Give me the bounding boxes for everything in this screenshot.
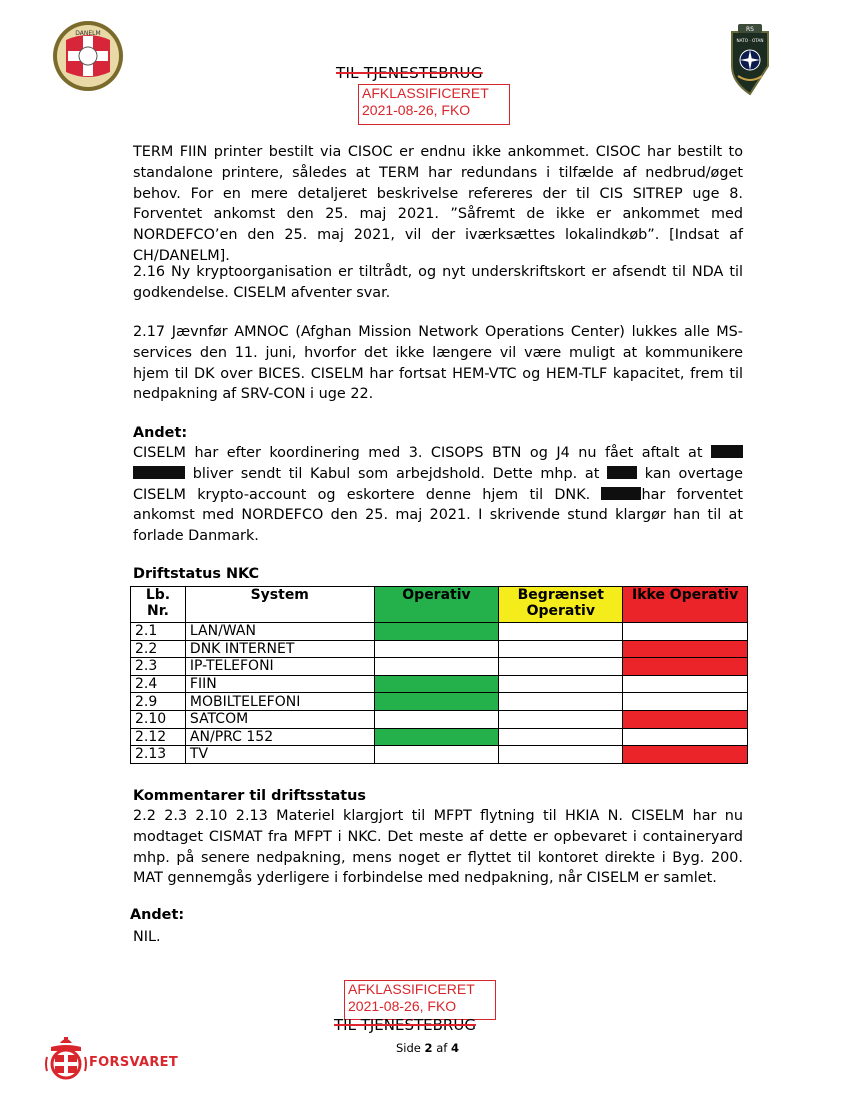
andet-text-d: har forventet ankomst med NORDEFCO den 25. maj 2021. I skrivende stund klargør han til at forlade Danmark. xyxy=(133,486,743,545)
table-row xyxy=(131,658,748,676)
table-row xyxy=(131,675,748,693)
row-nr: 2.9 xyxy=(131,693,186,711)
row-nr: 2.1 xyxy=(131,623,186,641)
status-cell-ikke xyxy=(623,640,748,658)
status-cell-ikke xyxy=(623,693,748,711)
nil-text: NIL. xyxy=(133,929,161,945)
header-ikke-operativ: Ikke Operativ xyxy=(623,587,748,623)
status-cell-operativ xyxy=(374,623,499,641)
table-body xyxy=(131,623,748,764)
forsvaret-logo-text: FORSVARET xyxy=(89,1055,179,1070)
status-cell-ikke xyxy=(623,658,748,676)
header-begraenset: Begrænset Operativ xyxy=(499,587,623,623)
andet-text-b: bliver sendt til Kabul som arbejdshold. Dette mhp. at xyxy=(192,465,600,482)
row-nr: 2.2 xyxy=(131,640,186,658)
page-total: 4 xyxy=(450,1041,459,1055)
status-cell-begraenset xyxy=(499,640,623,658)
row-system: DNK INTERNET xyxy=(185,640,374,658)
andet-heading-1: Andet: xyxy=(133,425,188,441)
row-system: MOBILTELEFONI xyxy=(185,693,374,711)
stamp-line-2: 2021-08-26, FKO xyxy=(348,998,457,1014)
danelm-emblem xyxy=(52,20,124,92)
status-cell-operativ xyxy=(374,640,499,658)
andet-text-c: kan overtage CISELM krypto-account og eskortere denne hjem til DNK. xyxy=(133,465,744,503)
status-cell-operativ xyxy=(374,693,499,711)
classification-marking-bottom: TIL TJENESTEBRUG xyxy=(334,1016,476,1034)
status-cell-begraenset xyxy=(499,710,623,728)
status-cell-operativ xyxy=(374,675,499,693)
status-cell-begraenset xyxy=(499,658,623,676)
andet-heading-2: Andet: xyxy=(130,907,185,923)
row-nr: 2.12 xyxy=(131,728,186,746)
status-cell-begraenset xyxy=(499,623,623,641)
table-row xyxy=(131,710,748,728)
svg-text:NATO · OTAN: NATO · OTAN xyxy=(736,38,764,43)
row-system: SATCOM xyxy=(185,710,374,728)
page-number: Side 2 af 4 xyxy=(396,1041,459,1055)
row-system: FIIN xyxy=(185,675,374,693)
stamp-line-1: AFKLASSIFICERET xyxy=(348,981,475,997)
table-row xyxy=(131,746,748,764)
status-cell-ikke xyxy=(623,710,748,728)
paragraph-2-17: 2.17 Jævnfør AMNOC (Afghan Mission Network Operations Center) lukkes alle MS-services den 11. juni, hvorfor det ikke længere vil være muligt at kommunikere hjem til DK over BICES. CISELM har fortsat HEM-VTC og HEM-TLF kapacitet, frem til nedpakning af SRV-CON i uge 22. xyxy=(133,324,743,403)
nato-rs-emblem xyxy=(728,22,772,96)
declassified-stamp-bottom xyxy=(344,980,496,1020)
page-current: 2 xyxy=(424,1041,433,1055)
status-cell-operativ xyxy=(374,728,499,746)
table-row xyxy=(131,693,748,711)
status-cell-ikke xyxy=(623,746,748,764)
row-nr: 2.13 xyxy=(131,746,186,764)
redaction-bar xyxy=(133,466,185,479)
status-cell-operativ xyxy=(374,658,499,676)
status-cell-begraenset xyxy=(499,746,623,764)
header-operativ: Operativ xyxy=(374,587,499,623)
forsvaret-logo-icon xyxy=(45,1035,87,1080)
table-row xyxy=(131,728,748,746)
stamp-line-1: AFKLASSIFICERET xyxy=(362,85,489,101)
row-nr: 2.10 xyxy=(131,710,186,728)
status-cell-begraenset xyxy=(499,728,623,746)
comments-text: 2.2 2.3 2.10 2.13 Materiel klargjort til MFPT flytning til HKIA N. CISELM har nu modtaget CISMAT fra MFPT i NKC. Det meste af dette er opbevaret i containeryard mhp. på senere nedpakning, mens noget er flyttet til kontoret direkte i Byg. 200. MAT gennemgås yderligere i forbindelse med nedpakning, når CISELM er samlet. xyxy=(133,808,743,887)
comments-heading: Kommentarer til driftsstatus xyxy=(133,788,366,804)
paragraph-andet xyxy=(133,443,743,547)
classification-marking-top: TIL TJENESTEBRUG xyxy=(336,64,483,82)
status-cell-operativ xyxy=(374,746,499,764)
header-nr: Lb. Nr. xyxy=(131,587,186,623)
paragraph-2-16: 2.16 Ny kryptoorganisation er tiltrådt, og nyt underskriftskort er afsendt til NDA til godkendelse. CISELM afventer svar. xyxy=(133,264,743,301)
andet-text-a: CISELM har efter koordinering med 3. CISOPS BTN og J4 nu fået aftalt at xyxy=(133,445,703,461)
driftstatus-table xyxy=(130,586,748,764)
row-system: TV xyxy=(185,746,374,764)
status-cell-ikke xyxy=(623,623,748,641)
stamp-line-2: 2021-08-26, FKO xyxy=(362,102,471,118)
redaction-bar xyxy=(711,445,743,458)
table-row xyxy=(131,640,748,658)
emblem-text: DANELM xyxy=(75,30,101,37)
row-system: IP-TELEFONI xyxy=(185,658,374,676)
row-nr: 2.4 xyxy=(131,675,186,693)
row-nr: 2.3 xyxy=(131,658,186,676)
declassified-stamp-top xyxy=(358,84,510,125)
table-row xyxy=(131,623,748,641)
row-system: AN/PRC 152 xyxy=(185,728,374,746)
status-cell-begraenset xyxy=(499,675,623,693)
status-cell-begraenset xyxy=(499,693,623,711)
svg-text:RS: RS xyxy=(746,26,754,33)
table-title: Driftstatus NKC xyxy=(133,566,260,582)
redaction-bar xyxy=(601,487,641,500)
paragraph-fiin-printer: TERM FIIN printer bestilt via CISOC er endnu ikke ankommet. CISOC har bestilt to standalone printere, således at TERM har redundans i tilfælde af nedbrud/øget behov. For en mere detaljeret beskrivelse refereres der til CIS SITREP uge 8. Forventet ankomst den 25. maj 2021. ”Såfremt de ikke er ankommet med NORDEFCO’en den 25. maj 2021, vil der iværksættes lokalindkøb”. [Indsat af CH/DANELM]. xyxy=(133,144,743,264)
status-cell-ikke xyxy=(623,675,748,693)
redaction-bar xyxy=(607,466,637,479)
header-system: System xyxy=(185,587,374,623)
table-header-row xyxy=(131,587,748,623)
status-cell-operativ xyxy=(374,710,499,728)
status-cell-ikke xyxy=(623,728,748,746)
row-system: LAN/WAN xyxy=(185,623,374,641)
